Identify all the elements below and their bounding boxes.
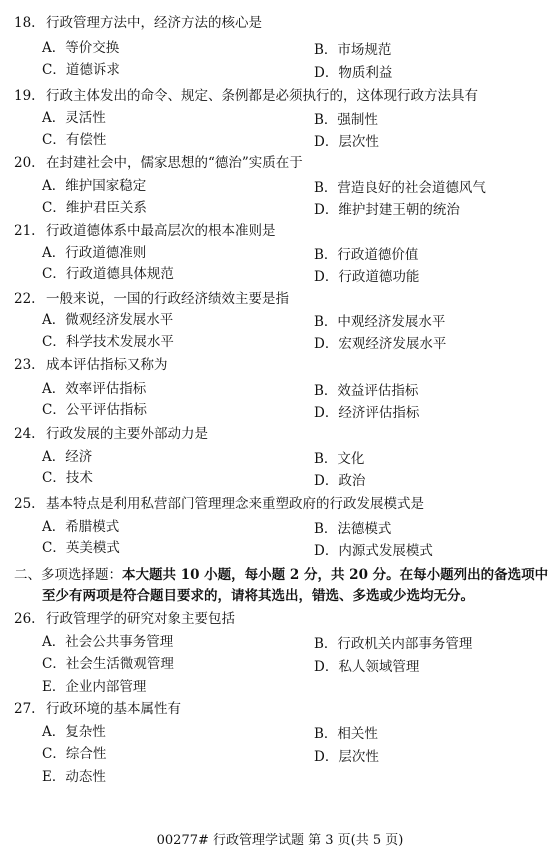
question-number: 23.	[14, 357, 36, 373]
question-number: 26.	[14, 611, 36, 627]
section-instructions-line2: 至少有两项是符合题目要求的，请将其选出，错选、多选或少选均无分。	[42, 588, 474, 604]
option-c: C．行政道德具体规范	[42, 266, 174, 282]
option-b: B．法德模式	[314, 521, 392, 537]
section-header	[14, 563, 548, 583]
option-a: A．行政道德准则	[42, 245, 147, 261]
question-25	[14, 492, 424, 512]
question-20	[14, 151, 303, 171]
option-d: D．内源式发展模式	[314, 543, 433, 559]
option-c: C．维护君臣关系	[42, 200, 147, 216]
option-b: B．市场规范	[314, 42, 392, 58]
option-d: D．经济评估指标	[314, 405, 420, 421]
question-number: 19.	[14, 88, 36, 104]
question-number: 18.	[14, 15, 36, 31]
option-b: B．行政道德价值	[314, 247, 419, 263]
option-c: C．英美模式	[42, 540, 120, 556]
section-instructions: 本大题共 10 小题，每小题 2 分，共 20 分。	[122, 567, 400, 583]
option-a: A．经济	[42, 449, 93, 465]
question-number: 20.	[14, 155, 36, 171]
question-text: 行政环境的基本属性有	[46, 701, 181, 717]
option-a: A．等价交换	[42, 40, 120, 56]
option-b: B．效益评估指标	[314, 383, 419, 399]
question-text: 行政管理方法中，经济方法的核心是	[46, 15, 262, 31]
option-a: A．灵活性	[42, 110, 106, 126]
question-text: 成本评估指标又称为	[46, 357, 168, 373]
question-27	[14, 697, 181, 717]
option-d: D．政治	[314, 473, 366, 489]
section-instructions-cont: 在每小题列出的备选项中	[399, 567, 549, 583]
option-d: D．宏观经济发展水平	[314, 336, 447, 352]
option-a: A．社会公共事务管理	[42, 634, 174, 650]
option-a: A．效率评估指标	[42, 381, 147, 397]
question-24	[14, 422, 208, 442]
option-d: D．行政道德功能	[314, 269, 420, 285]
option-a: A．希腊模式	[42, 519, 120, 535]
question-number: 27.	[14, 701, 36, 717]
option-b: B．文化	[314, 451, 365, 467]
option-c: C．科学技术发展水平	[42, 334, 174, 350]
option-d: D．层次性	[314, 134, 379, 150]
question-text: 一般来说，一国的行政经济绩效主要是指	[46, 291, 289, 307]
option-a: A．复杂性	[42, 724, 106, 740]
question-18	[14, 11, 262, 31]
section-prefix: 二、多项选择题：	[14, 567, 122, 583]
question-21	[14, 219, 276, 239]
question-text: 行政主体发出的命令、规定、条例都是必须执行的，这体现行政方法具有	[46, 88, 478, 104]
option-c: C．公平评估指标	[42, 402, 147, 418]
option-a: A．微观经济发展水平	[42, 312, 174, 328]
question-number: 21.	[14, 223, 36, 239]
question-26	[14, 607, 235, 627]
question-19	[14, 84, 478, 104]
option-c: C．有偿性	[42, 132, 107, 148]
question-text: 行政道德体系中最高层次的根本准则是	[46, 223, 276, 239]
option-c: C．综合性	[42, 746, 107, 762]
option-b: B．强制性	[314, 112, 378, 128]
page-footer: 00277# 行政管理学试题 第 3 页(共 5 页)	[156, 833, 404, 848]
option-b: B．行政机关内部事务管理	[314, 636, 473, 652]
option-e: E．动态性	[42, 769, 106, 785]
option-b: B．营造良好的社会道德风气	[314, 180, 486, 196]
option-b: B．相关性	[314, 726, 378, 742]
option-a: A．维护国家稳定	[42, 178, 147, 194]
question-text: 行政管理学的研究对象主要包括	[46, 611, 235, 627]
option-d: D．维护封建王朝的统治	[314, 202, 460, 218]
option-d: D．物质利益	[314, 65, 393, 81]
option-c: C．道德诉求	[42, 62, 120, 78]
option-d: D．私人领域管理	[314, 659, 420, 675]
question-text: 在封建社会中，儒家思想的“德治”实质在于	[46, 155, 303, 171]
question-22	[14, 287, 289, 307]
option-c: C．技术	[42, 470, 93, 486]
question-text: 基本特点是利用私营部门管理理念来重塑政府的行政发展模式是	[46, 496, 424, 512]
option-e: E．企业内部管理	[42, 679, 147, 695]
option-c: C．社会生活微观管理	[42, 656, 174, 672]
question-text: 行政发展的主要外部动力是	[46, 426, 208, 442]
option-b: B．中观经济发展水平	[314, 314, 446, 330]
question-number: 25.	[14, 496, 36, 512]
question-23	[14, 353, 168, 373]
question-number: 24.	[14, 426, 36, 442]
question-number: 22.	[14, 291, 36, 307]
option-d: D．层次性	[314, 749, 379, 765]
